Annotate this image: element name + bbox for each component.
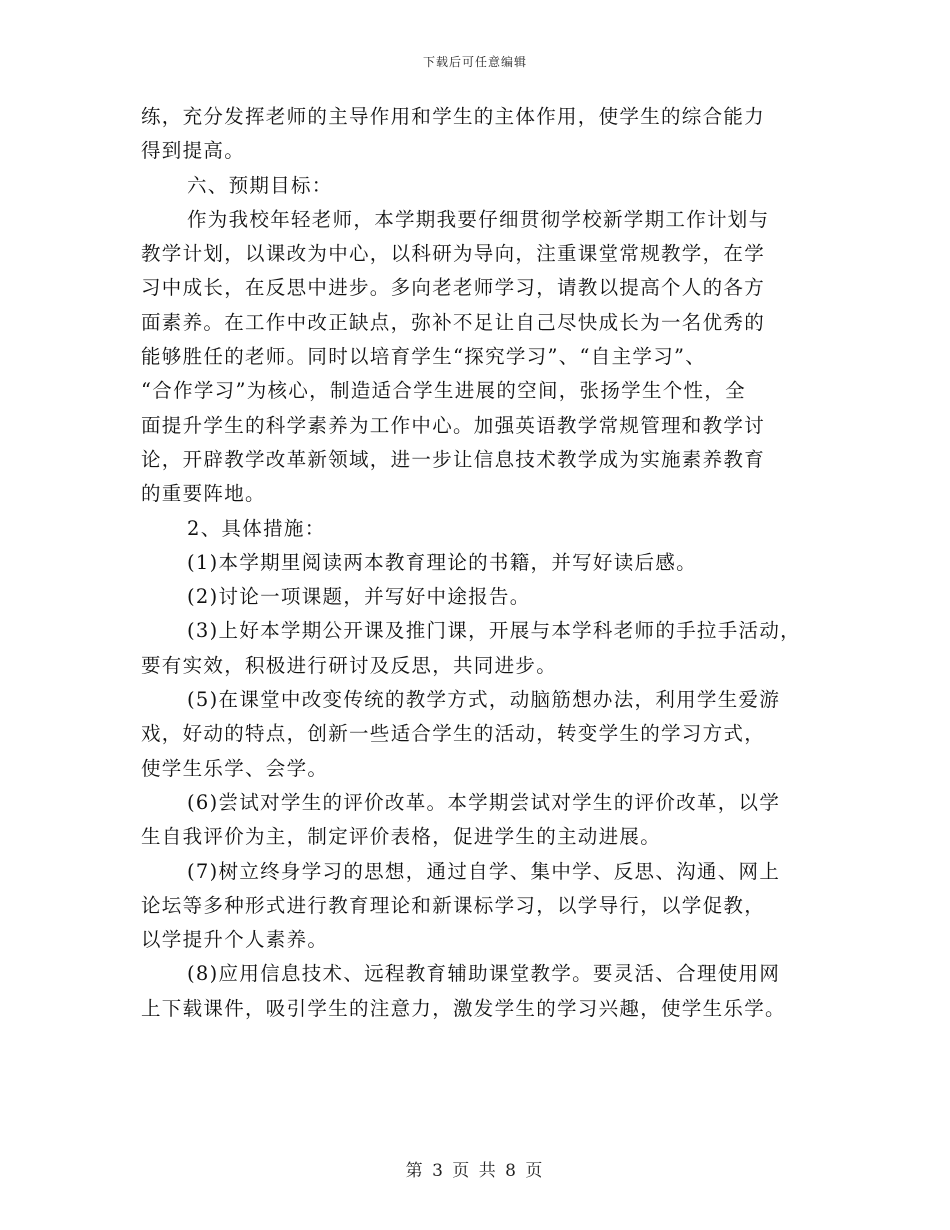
document-body	[141, 100, 831, 1026]
text-line: 教学计划，以课改为中心，以科研为导向，注重课堂常规教学，在学	[141, 242, 766, 266]
text-line: “合作学习”为核心，制造适合学生进展的空间，张扬学生个性，全	[141, 379, 746, 403]
list-item: (1)本学期里阅读两本教育理论的书籍，并写好读后感。	[187, 550, 697, 574]
list-item: (8)应用信息技术、远程教育辅助课堂教学。要灵活、合理使用网	[187, 962, 781, 986]
list-item: (5)在课堂中改变传统的教学方式，动脑筋想办法，利用学生爱游	[187, 688, 781, 712]
text-line: 论坛等多种形式进行教育理论和新课标学习，以学导行，以学促教，	[141, 893, 766, 917]
list-item: (7)树立终身学习的思想，通过自学、集中学、反思、沟通、网上	[187, 859, 781, 883]
page-header: 下载后可任意编辑	[422, 55, 527, 69]
list-item: (2)讨论一项课题，并写好中途报告。	[187, 585, 531, 609]
text-line: 要有实效，积极进行研讨及反思，共同进步。	[141, 653, 558, 677]
section-heading: 2、具体措施：	[187, 516, 326, 540]
text-line: 使学生乐学、会学。	[141, 756, 329, 780]
text-line: 论，开辟教学改革新领域，进一步让信息技术教学成为实施素养教育	[141, 447, 766, 471]
text-line: 练，充分发挥老师的主导作用和学生的主体作用，使学生的综合能力	[141, 105, 766, 128]
text-line: 戏，好动的特点，创新一些适合学生的活动，转变学生的学习方式，	[141, 722, 766, 746]
text-line: 能够胜任的老师。同时以培育学生“探究学习”、“自主学习”、	[141, 345, 707, 369]
text-line: 的重要阵地。	[141, 482, 266, 506]
text-line: 面提升学生的科学素养为工作中心。加强英语教学常规管理和教学讨	[141, 413, 766, 437]
text-line: 得到提高。	[141, 139, 246, 163]
text-line: 作为我校年轻老师，本学期我要仔细贯彻学校新学期工作计划与	[187, 207, 770, 231]
text-line: 上下载课件，吸引学生的注意力，激发学生的学习兴趣，使学生乐学。	[141, 996, 786, 1020]
text-line: 习中成长，在反思中进步。多向老老师学习，请教以提高个人的各方	[141, 276, 766, 300]
list-item: (6)尝试对学生的评价改革。本学期尝试对学生的评价改革，以学	[187, 790, 781, 814]
text-line: 面素养。在工作中改正缺点，弥补不足让自己尽快成长为一名优秀的	[141, 310, 766, 334]
section-heading: 六、预期目标：	[187, 173, 333, 197]
list-item: (3)上好本学期公开课及推门课，开展与本学科老师的手拉手活动，	[187, 619, 801, 643]
page-number: 第 3 页 共 8 页	[405, 1161, 545, 1181]
text-line: 以学提升个人素养。	[141, 928, 329, 952]
text-line: 生自我评价为主，制定评价表格，促进学生的主动进展。	[141, 825, 662, 849]
